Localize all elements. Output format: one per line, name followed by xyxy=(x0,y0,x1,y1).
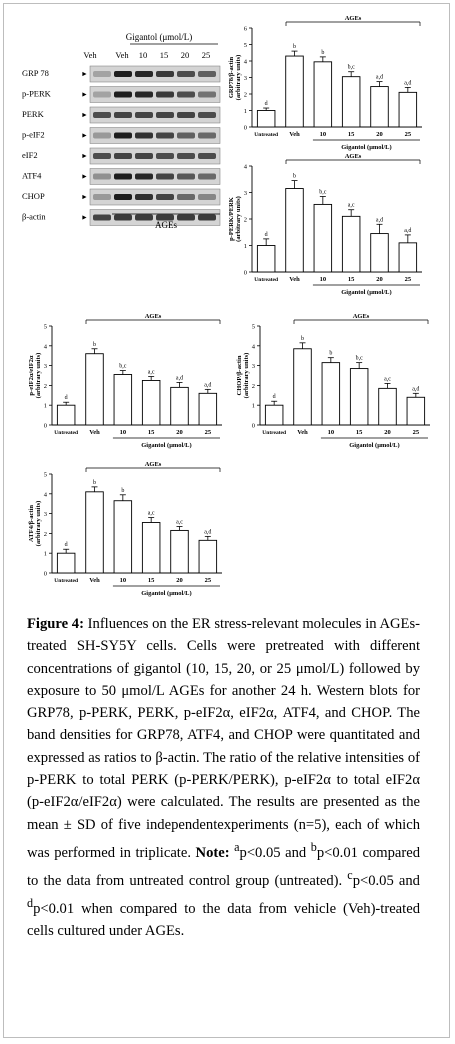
significance-label: a,c xyxy=(147,510,155,517)
significance-label: b xyxy=(293,173,296,180)
bar xyxy=(294,349,312,425)
blot-row-label: β-actin xyxy=(22,211,46,222)
blot-band xyxy=(135,153,153,159)
caption-text: Influences on the ER stress-relevant molecules in AGEs-treated SH-SY5Y cells. Cells were pretreated with different concentrations of gigantol (10, 15, 20, or 25 μmol/L) followed by exposure to 50 μmol/L AGEs for another 24 h. Western blots for GRP78, p-PERK, PERK, p-eIF2α, eIF2α, ATF4, and CHOP. The band densities for GRP78, ATF4, and CHOP were quantitated and expressed as ratios to β-actin. The ratio of the relative intensities of p-PERK to total PERK (p-PERK/PERK), p-eIF2α to total eIF2α (p-eIF2α/eIF2α) were calculated. The results are presented as the mean ± SD of five independentexperiments (n=5), each of which was performed in triplicate. xyxy=(27,616,420,861)
blot-row-arrow: ► xyxy=(81,193,88,201)
y-axis-label xyxy=(228,55,242,101)
x-tick-label: 20 xyxy=(176,429,183,436)
lane-label: 15 xyxy=(159,50,169,60)
bar xyxy=(322,363,340,425)
blot-band xyxy=(156,133,174,139)
x-axis-label: Gigantol (μmol/L) xyxy=(141,590,192,597)
bar xyxy=(399,243,417,272)
bar xyxy=(86,354,104,425)
blot-row-arrow: ► xyxy=(81,152,88,160)
blot-band xyxy=(93,133,111,139)
x-tick-label: Veh xyxy=(89,577,100,584)
bar xyxy=(286,56,304,127)
ages-label: AGEs xyxy=(144,461,162,468)
significance-label: b,c xyxy=(319,189,327,196)
x-tick-label: 10 xyxy=(319,276,327,283)
blot-band xyxy=(93,71,111,77)
y-axis-label-line: (arbitrary units) xyxy=(243,352,250,399)
blot-band xyxy=(156,92,174,98)
blot-row-arrow: ► xyxy=(81,131,88,140)
blot-band xyxy=(114,194,132,200)
y-tick-label: 0 xyxy=(43,570,47,578)
significance-label: b xyxy=(301,335,304,342)
bar xyxy=(265,405,283,425)
x-tick-label: 25 xyxy=(404,276,412,283)
bar xyxy=(257,246,275,273)
blot-row-arrow: ► xyxy=(81,213,88,222)
figure-label: Figure 4: xyxy=(27,616,84,632)
y-tick-label: 5 xyxy=(251,323,255,331)
blot-band xyxy=(135,92,153,98)
blot-band xyxy=(114,133,132,139)
ages-label: AGEs xyxy=(155,220,177,230)
note-label: Note: xyxy=(195,844,230,861)
y-tick-label: 3 xyxy=(43,363,47,371)
atf4-bar-chart xyxy=(22,458,227,603)
bar xyxy=(314,62,332,127)
significance-label: d xyxy=(264,231,268,238)
y-axis-label-line: GRP78/β-actin xyxy=(228,56,235,99)
blot-band xyxy=(156,112,174,118)
bar xyxy=(86,492,104,573)
blot-band xyxy=(177,92,195,98)
blot-row-label: ATF4 xyxy=(22,170,42,181)
blot-band xyxy=(135,71,153,77)
bar xyxy=(171,530,189,573)
significance-label: b,c xyxy=(119,363,127,370)
y-tick-label: 3 xyxy=(243,75,247,82)
lane-label: 20 xyxy=(180,50,190,60)
bar xyxy=(379,388,397,425)
y-tick-label: 3 xyxy=(243,190,247,197)
x-tick-label: 20 xyxy=(376,276,383,283)
blot-row-arrow: ► xyxy=(81,172,88,181)
blot-band xyxy=(177,133,195,139)
y-axis-label-line: (arbitrary units) xyxy=(35,352,42,399)
bar xyxy=(171,387,189,425)
blot-band xyxy=(198,153,216,159)
note-text-d: p<0.01 when compared to the data from vehicle (Veh)-treated cells cultured under AGEs. xyxy=(27,901,420,940)
significance-label: a,d xyxy=(175,375,184,382)
y-tick-label: 4 xyxy=(43,491,47,499)
grp78-bar-chart xyxy=(222,12,427,157)
x-tick-label: 25 xyxy=(412,429,420,436)
x-tick-label: 10 xyxy=(319,131,327,138)
y-tick-label: 0 xyxy=(243,124,247,132)
blot-band xyxy=(198,71,216,77)
x-tick-label: Untreated xyxy=(262,430,287,436)
note-sup-b: b xyxy=(310,839,317,854)
blot-row-arrow: ► xyxy=(81,111,88,119)
y-axis-label-line: ATF4/β-actin xyxy=(28,505,35,542)
blot-band xyxy=(177,112,195,118)
x-tick-label: 25 xyxy=(204,577,212,584)
y-tick-label: 4 xyxy=(243,58,247,66)
x-axis-label: Gigantol (μmol/L) xyxy=(141,442,192,449)
lane-label: Veh xyxy=(83,50,97,60)
y-tick-label: 6 xyxy=(243,25,247,33)
blot-band xyxy=(135,112,153,118)
y-axis-label-line: (arbitrary units) xyxy=(235,54,242,101)
bar xyxy=(142,380,160,425)
significance-label: a,d xyxy=(404,80,412,87)
peif2-bar-chart xyxy=(22,310,227,455)
significance-label: b,c xyxy=(355,355,363,362)
y-tick-label: 1 xyxy=(243,243,247,250)
chart-grp78 xyxy=(222,12,427,157)
blot-band xyxy=(198,174,216,180)
bar xyxy=(342,77,360,127)
chart-chop xyxy=(230,310,435,455)
blot-band xyxy=(114,174,132,180)
significance-label: b,c xyxy=(347,64,355,71)
x-tick-label: 15 xyxy=(147,429,155,436)
bar xyxy=(399,92,417,127)
bar xyxy=(57,405,75,425)
x-tick-label: 20 xyxy=(376,131,383,138)
blot-band xyxy=(177,215,195,221)
blot-band xyxy=(114,92,132,98)
significance-label: a,d xyxy=(412,386,420,393)
x-tick-label: Veh xyxy=(289,131,300,138)
significance-label: a,c xyxy=(176,519,183,526)
x-tick-label: 25 xyxy=(204,429,212,436)
y-tick-label: 0 xyxy=(243,269,247,277)
significance-label: b xyxy=(293,44,296,51)
blot-band xyxy=(93,215,111,221)
x-tick-label: 15 xyxy=(347,131,355,138)
y-tick-label: 3 xyxy=(251,363,255,371)
note-sup-c: c xyxy=(347,868,353,883)
lane-label: 25 xyxy=(201,50,211,60)
y-tick-label: 2 xyxy=(43,382,47,390)
blot-band xyxy=(93,112,111,118)
chart-peif2 xyxy=(22,310,227,455)
y-tick-label: 4 xyxy=(251,343,255,351)
x-tick-label: 15 xyxy=(347,276,355,283)
y-axis-label xyxy=(228,196,242,242)
bar xyxy=(286,189,304,272)
lane-label: 10 xyxy=(138,50,148,60)
blot-band xyxy=(198,194,216,200)
significance-label: a,d xyxy=(375,217,384,224)
blot-band xyxy=(156,153,174,159)
significance-label: a,d xyxy=(204,382,212,389)
blot-band xyxy=(93,153,111,159)
y-tick-label: 1 xyxy=(251,402,255,410)
y-axis-label xyxy=(28,501,42,547)
ages-label: AGEs xyxy=(344,15,362,22)
y-tick-label: 5 xyxy=(43,323,47,331)
y-tick-label: 5 xyxy=(43,471,47,479)
significance-label: a,c xyxy=(347,202,355,209)
y-tick-label: 0 xyxy=(251,422,255,430)
x-tick-label: 10 xyxy=(119,577,127,584)
note-text-a: p<0.05 and xyxy=(239,844,311,861)
blot-band xyxy=(114,71,132,77)
blot-band xyxy=(114,215,132,221)
y-tick-label: 2 xyxy=(43,530,47,538)
bar xyxy=(314,204,332,272)
note-sup-d: d xyxy=(27,896,34,911)
bar xyxy=(407,397,425,425)
bar xyxy=(114,375,132,425)
y-axis-label-line: p-eIF2α/eIF2α xyxy=(28,355,35,396)
bar xyxy=(142,523,160,573)
y-tick-label: 3 xyxy=(43,511,47,519)
x-tick-label: 15 xyxy=(147,577,155,584)
blot-row-label: p-PERK xyxy=(22,88,51,99)
y-axis-label-line: (arbitrary units) xyxy=(235,196,242,242)
significance-label: d xyxy=(64,395,68,402)
blot-band xyxy=(93,92,111,98)
western-blot-panel xyxy=(22,20,222,235)
bar xyxy=(350,369,368,425)
chart-pperk xyxy=(222,150,427,302)
y-tick-label: 5 xyxy=(243,42,247,49)
blot-band xyxy=(114,112,132,118)
bar xyxy=(371,87,389,127)
blot-row-label: CHOP xyxy=(22,191,45,201)
y-tick-label: 4 xyxy=(43,343,47,351)
x-tick-label: Veh xyxy=(89,429,100,436)
x-tick-label: Veh xyxy=(289,276,300,283)
significance-label: a,d xyxy=(375,74,384,81)
pperk-bar-chart xyxy=(222,150,427,302)
blot-row-label: p-eIF2 xyxy=(22,129,45,140)
x-tick-label: 20 xyxy=(384,429,391,436)
x-tick-label: Untreated xyxy=(254,277,279,283)
y-axis-label-line: p-PERK/PERK xyxy=(228,197,235,241)
blot-band xyxy=(156,174,174,180)
bar xyxy=(114,501,132,573)
chart-atf4 xyxy=(22,458,227,603)
blot-band xyxy=(114,153,132,159)
y-tick-label: 1 xyxy=(243,108,247,115)
blot-row-label: eIF2 xyxy=(22,150,38,160)
blot-row-label: PERK xyxy=(22,109,44,119)
x-axis-label: Gigantol (μmol/L) xyxy=(349,442,400,449)
blot-band xyxy=(177,174,195,180)
y-tick-label: 2 xyxy=(243,216,247,224)
ages-label: AGEs xyxy=(144,313,162,320)
significance-label: a,d xyxy=(404,227,412,234)
lane-label: Veh xyxy=(115,50,129,60)
chop-bar-chart xyxy=(230,310,435,455)
ages-label: AGEs xyxy=(352,313,370,320)
blot-band xyxy=(177,71,195,77)
blot-band xyxy=(177,194,195,200)
significance-label: a,c xyxy=(147,369,155,376)
bar xyxy=(199,540,217,573)
blot-row-arrow: ► xyxy=(81,70,88,78)
significance-label: a,c xyxy=(384,376,391,383)
significance-label: a,d xyxy=(204,529,212,536)
x-tick-label: 25 xyxy=(404,131,412,138)
note-sup-a: a xyxy=(234,839,240,854)
y-axis-label-line: CHOP/β-actin xyxy=(236,355,243,396)
bar xyxy=(371,234,389,272)
blot-band xyxy=(198,112,216,118)
x-tick-label: Veh xyxy=(297,429,308,436)
significance-label: b xyxy=(93,341,96,348)
blot-row-arrow: ► xyxy=(81,90,88,99)
significance-label: d xyxy=(264,101,268,108)
blot-band xyxy=(156,194,174,200)
bar xyxy=(342,216,360,272)
western-blot-svg xyxy=(22,20,222,235)
ages-label: AGEs xyxy=(344,153,362,160)
y-tick-label: 2 xyxy=(243,91,247,99)
bar xyxy=(199,393,217,425)
blot-band xyxy=(198,133,216,139)
significance-label: b xyxy=(93,479,96,486)
x-axis-label: Gigantol (μmol/L) xyxy=(341,144,392,151)
x-tick-label: 10 xyxy=(119,429,127,436)
treatment-label: Gigantol (μmol/L) xyxy=(125,32,193,42)
blot-band xyxy=(135,133,153,139)
y-axis-label-line: (arbitrary units) xyxy=(35,500,42,547)
x-tick-label: Untreated xyxy=(54,578,79,584)
figure-caption xyxy=(27,613,420,943)
blot-band xyxy=(198,92,216,98)
bar xyxy=(257,111,275,128)
x-axis-label: Gigantol (μmol/L) xyxy=(341,289,392,296)
significance-label: d xyxy=(272,394,276,401)
y-axis-label xyxy=(28,353,42,399)
significance-label: b xyxy=(321,49,325,56)
blot-band xyxy=(156,71,174,77)
x-tick-label: Untreated xyxy=(254,132,279,138)
significance-label: b xyxy=(121,487,125,494)
blot-band xyxy=(198,215,216,221)
x-tick-label: 15 xyxy=(355,429,363,436)
y-tick-label: 0 xyxy=(43,422,47,430)
blot-row-label: GRP 78 xyxy=(22,68,49,78)
x-tick-label: Untreated xyxy=(54,430,79,436)
note-text-c: p<0.05 and xyxy=(352,872,420,889)
x-tick-label: 10 xyxy=(327,429,335,436)
y-tick-label: 1 xyxy=(43,550,47,558)
significance-label: b xyxy=(329,350,333,357)
blot-band xyxy=(93,194,111,200)
note-text-b: p<0.01 compared to the data from untreated control group (untreated). xyxy=(27,844,420,889)
bar xyxy=(57,553,75,573)
blot-band xyxy=(135,174,153,180)
blot-band xyxy=(177,153,195,159)
y-tick-label: 1 xyxy=(43,402,47,410)
y-tick-label: 4 xyxy=(243,163,247,171)
blot-band xyxy=(135,215,153,221)
blot-band xyxy=(135,194,153,200)
significance-label: d xyxy=(64,542,68,549)
blot-band xyxy=(93,174,111,180)
y-tick-label: 2 xyxy=(251,382,255,390)
y-axis-label xyxy=(236,353,250,399)
x-tick-label: 20 xyxy=(176,577,183,584)
